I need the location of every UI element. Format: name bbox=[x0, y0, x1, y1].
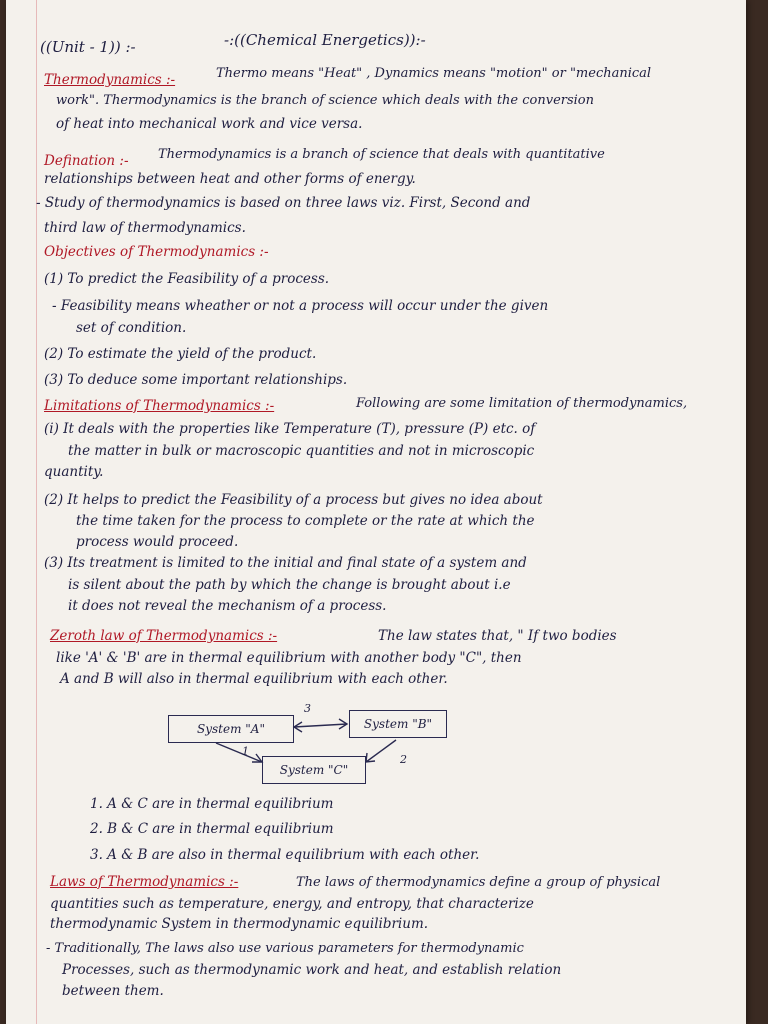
laws-trad-line-2: Processes, such as thermodynamic work and heat, and establish relation bbox=[62, 962, 562, 978]
laws-heading: Laws of Thermodynamics :- bbox=[50, 874, 239, 890]
arrow-a-c bbox=[216, 743, 262, 762]
limitations-heading: Limitations of Thermodynamics :- bbox=[44, 398, 275, 414]
limitation-1-line-2: the matter in bulk or macroscopic quantities and not in microscopic bbox=[68, 443, 535, 459]
objectives-heading: Objectives of Thermodynamics :- bbox=[44, 244, 269, 260]
objective-1-note-a: - Feasibility means wheather or not a process will occur under the given bbox=[52, 298, 549, 314]
limitation-3-line-1: (3) Its treatment is limited to the initial and final state of a system and bbox=[44, 555, 527, 571]
study-line-1: - Study of thermodynamics is based on three laws viz. First, Second and bbox=[36, 195, 531, 211]
objective-1-note-b: set of condition. bbox=[76, 320, 187, 336]
zeroth-heading: Zeroth law of Thermodynamics :- bbox=[50, 628, 278, 644]
zeroth-line-2: like 'A' & 'B' are in thermal equilibrium with another body "C", then bbox=[56, 650, 522, 666]
zeroth-line-1: The law states that, " If two bodies bbox=[378, 628, 617, 644]
definition-line-2: relationships between heat and other forms of energy. bbox=[44, 171, 416, 187]
objective-1: (1) To predict the Feasibility of a process. bbox=[44, 271, 330, 287]
thermo-line-2: work". Thermodynamics is the branch of science which deals with the conversion bbox=[56, 93, 595, 108]
objective-3: (3) To deduce some important relationships. bbox=[44, 372, 348, 388]
laws-line-3: thermodynamic System in thermodynamic equilibrium. bbox=[50, 916, 429, 932]
study-line-2: third law of thermodynamics. bbox=[44, 220, 246, 236]
thermo-line-1: Thermo means "Heat" , Dynamics means "motion" or "mechanical bbox=[216, 66, 652, 81]
notebook-page bbox=[6, 0, 746, 1024]
definition-heading: Defination :- bbox=[44, 153, 129, 169]
thermo-line-3: of heat into mechanical work and vice versa. bbox=[56, 116, 363, 132]
arrow-label-1: 1 bbox=[242, 745, 249, 758]
zeroth-point-2: 2. B & C are in thermal equilibrium bbox=[90, 821, 334, 837]
diagram-arrows bbox=[6, 0, 746, 1024]
laws-line-2: quantities such as temperature, energy, and entropy, that characterize bbox=[50, 896, 534, 912]
limitation-3-line-3: it does not reveal the mechanism of a process. bbox=[68, 598, 387, 614]
arrow-a-b bbox=[294, 724, 347, 727]
laws-line-1: The laws of thermodynamics define a group of physical bbox=[296, 875, 661, 890]
arrow-label-3: 3 bbox=[304, 702, 311, 715]
limitation-2-line-3: process would proceed. bbox=[76, 534, 239, 550]
system-a-label: System "A" bbox=[197, 722, 265, 736]
limitation-2-line-1: (2) It helps to predict the Feasibility of a process but gives no idea about bbox=[44, 492, 543, 508]
limitations-intro: Following are some limitation of thermodynamics, bbox=[356, 396, 688, 411]
objective-2: (2) To estimate the yield of the product. bbox=[44, 346, 317, 362]
thermo-heading: Thermodynamics :- bbox=[44, 72, 176, 88]
limitation-1-line-1: (i) It deals with the properties like Temperature (T), pressure (P) etc. of bbox=[44, 421, 536, 437]
zeroth-line-3: A and B will also in thermal equilibrium with each other. bbox=[60, 671, 448, 687]
unit-label: ((Unit - 1)) :- bbox=[40, 38, 136, 56]
limitation-1-line-3: quantity. bbox=[44, 464, 104, 480]
system-c-label: System "C" bbox=[279, 763, 349, 777]
zeroth-point-3: 3. A & B are also in thermal equilibrium with each other. bbox=[90, 847, 480, 863]
limitation-3-line-2: is silent about the path by which the change is brought about i.e bbox=[68, 577, 511, 593]
definition-line-1: Thermodynamics is a branch of science that deals with quantitative bbox=[158, 147, 605, 162]
system-b-label: System "B" bbox=[363, 717, 433, 731]
zeroth-point-1: 1. A & C are in thermal equilibrium bbox=[90, 796, 334, 812]
limitation-2-line-2: the time taken for the process to complete or the rate at which the bbox=[76, 513, 535, 529]
arrow-label-2: 2 bbox=[400, 753, 407, 766]
arrow-b-c bbox=[366, 740, 396, 762]
laws-trad-line-3: between them. bbox=[62, 983, 164, 999]
page-title: -:((Chemical Energetics)):- bbox=[224, 31, 426, 49]
laws-trad-line-1: - Traditionally, The laws also use various parameters for thermodynamic bbox=[46, 941, 524, 956]
